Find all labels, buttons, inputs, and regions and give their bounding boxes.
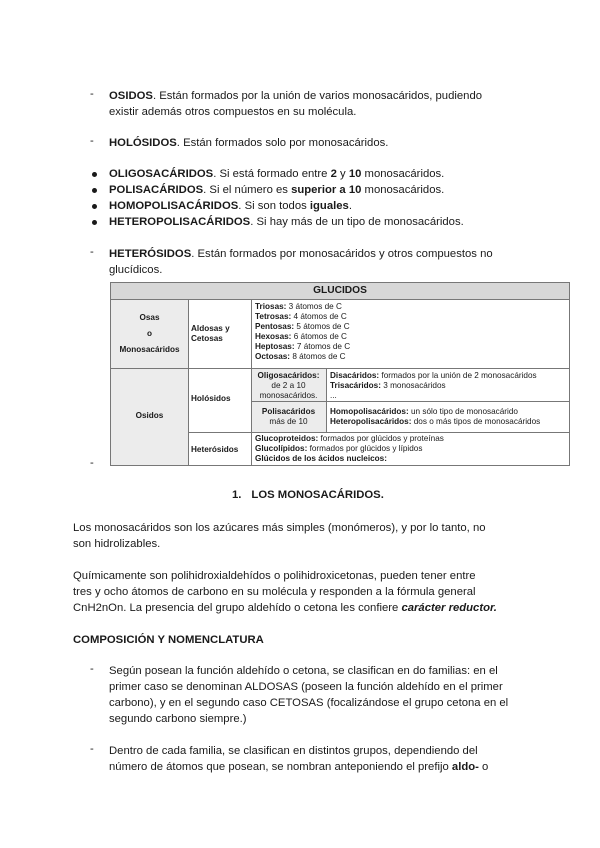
grid-line (188, 300, 189, 465)
bold-number: 2 (330, 168, 337, 180)
dash-marker: - (90, 246, 94, 258)
paragraph-line (73, 600, 497, 617)
mono-name: Heptosas: (255, 342, 295, 351)
text: monosacáridos. (361, 184, 445, 196)
homopolisacaridos-line (109, 198, 352, 215)
mono-desc: 5 átomos de C (294, 322, 350, 331)
paragraph-line: son hidrolizables. (73, 538, 161, 550)
term: Glucolípidos: (255, 444, 308, 453)
oligosacaridos-cell (251, 371, 326, 401)
glucolipidos-row (255, 444, 567, 454)
monosacaridos-list (255, 302, 565, 362)
mono-row (255, 322, 565, 332)
dash-marker: - (90, 135, 94, 147)
list-line: segundo carbono siempre.) (109, 713, 247, 725)
text: o (478, 761, 489, 773)
heterosidos-label: Heterósidos (191, 445, 239, 454)
ellipsis: ... (330, 391, 337, 400)
text: . Si hay más de un tipo de monosacáridos. (250, 216, 464, 228)
polisacaridos-types-cell (330, 407, 568, 427)
homopol-row (330, 407, 568, 417)
text: . Si son todos (238, 200, 310, 212)
grid-line (111, 368, 569, 369)
osas-label (111, 313, 188, 355)
homopolisacaridos-term: HOMOPOLISACÁRIDOS (109, 200, 239, 212)
list-line: primer caso se denominan ALDOSAS (poseen la función aldehído en el primer (109, 681, 503, 693)
desc: 3 monosacáridos (380, 381, 446, 390)
bullet-dot (92, 188, 97, 193)
holosidos-line (109, 135, 388, 152)
heteropol-row (330, 417, 568, 427)
desc: formados por glúcidos y lípidos (307, 444, 423, 453)
mono-name: Tetrosas: (255, 312, 292, 321)
dash-marker: - (90, 743, 94, 755)
heterosidos-types-cell (255, 434, 567, 464)
mono-row (255, 302, 565, 312)
heteropolisacaridos-term: HETEROPOLISACÁRIDOS (109, 216, 251, 228)
mono-desc: 7 átomos de C (294, 342, 351, 351)
osidos-term: OSIDOS (109, 90, 153, 102)
desc: un sólo tipo de monosacárido (408, 407, 518, 416)
mono-name: Octosas: (255, 352, 291, 361)
mono-row (255, 312, 565, 322)
bold-text: iguales (309, 200, 349, 212)
dash-marker: - (90, 663, 94, 675)
section-heading (232, 487, 384, 504)
desc: formados por la unión de 2 monosacáridos (379, 371, 537, 380)
heterosidos-term: HETERÓSIDOS (109, 248, 192, 260)
bullet-dot (92, 220, 97, 225)
text: . Si está formado entre (213, 168, 331, 180)
grid-line (188, 432, 569, 433)
osidos-text: . Están formados por la unión de varios monosacáridos, pudiendo (152, 90, 483, 102)
bullet-dot (92, 172, 97, 177)
list-line: Según posean la función aldehído o cetona, se clasifican en do familias: en el (109, 665, 498, 677)
disacaridos-cell (330, 371, 568, 401)
aldosas-line: Cetosas (191, 334, 223, 343)
list-line: Dentro de cada familia, se clasifican en distintos grupos, dependiendo del (109, 745, 478, 757)
polisacaridos-term: POLISACÁRIDOS (109, 184, 204, 196)
osas-line: Osas (139, 313, 160, 322)
polisac-line: Polisacáridos (261, 407, 316, 416)
aldosas-label (191, 324, 251, 344)
polisacaridos-cell (251, 407, 326, 427)
aldosas-line: Aldosas y (191, 324, 230, 333)
bullet-dot (92, 204, 97, 209)
paragraph-line: Los monosacáridos son los azúcares más simples (monómeros), y por lo tanto, no (73, 522, 486, 534)
mono-row (255, 342, 565, 352)
mono-name: Hexosas: (255, 332, 292, 341)
desc: dos o más tipos de monosacáridos (411, 417, 541, 426)
heterosidos-line-2: glucídicos. (109, 264, 163, 276)
emphasis-text: carácter reductor. (401, 602, 497, 614)
desc: formados por glúcidos y proteínas (318, 434, 444, 443)
section-number: 1. (232, 489, 242, 501)
osas-line: o (146, 329, 152, 338)
osidos-line-2: existir además otros compuestos en su molécula. (109, 106, 357, 118)
mono-row (255, 332, 565, 342)
holosidos-label: Holósidos (191, 394, 231, 403)
paragraph-line: tres y ocho átomos de carbono en su molécula y responden a la fórmula general (73, 586, 476, 598)
grid-line (251, 401, 569, 402)
mono-desc: 3 átomos de C (286, 302, 342, 311)
text: CnH2nOn. La presencia del grupo aldehído o cetona les confiere (73, 602, 402, 614)
glucoproteidos-row (255, 434, 567, 444)
dash-marker: - (90, 457, 94, 469)
oligo-line: Oligosacáridos: (257, 371, 320, 380)
composition-heading: COMPOSICIÓN Y NOMENCLATURA (73, 634, 264, 646)
disacaridos-row (330, 371, 568, 381)
section-title: LOS MONOSACÁRIDOS. (251, 489, 384, 501)
term: Heteropolisacáridos: (330, 417, 412, 426)
list-line: carbono), y en el segundo caso CETOSAS (focalizándose el grupo cetona en el (109, 697, 509, 709)
oligo-line: de 2 a 10 (271, 381, 306, 390)
oligosacaridos-line (109, 166, 444, 183)
text: . Si el número es (203, 184, 292, 196)
text: . (348, 200, 352, 212)
mono-name: Pentosas: (255, 322, 295, 331)
mono-name: Triosas: (255, 302, 287, 311)
bold-text: superior a 10 (291, 184, 362, 196)
holosidos-term: HOLÓSIDOS (109, 137, 177, 149)
text: . Están formados por monosacáridos y otros compuestos no (191, 248, 493, 260)
heteropolisacaridos-line (109, 214, 464, 231)
glucidos-table (110, 282, 570, 466)
polisacaridos-line (109, 182, 444, 199)
osidos-label: Osidos (135, 411, 164, 420)
term: Glucoproteidos: (255, 434, 319, 443)
text: y (336, 168, 349, 180)
table-title: GLUCIDOS (111, 283, 569, 300)
mono-desc: 8 átomos de C (290, 352, 346, 361)
holosidos-text: . Están formados solo por monosacáridos. (176, 137, 389, 149)
text: monosacáridos. (361, 168, 445, 180)
mono-desc: 6 átomos de C (291, 332, 347, 341)
list-line (109, 759, 488, 776)
bold-text: aldo- (451, 761, 479, 773)
text: número de átomos que posean, se nombran anteponiendo el prefijo (109, 761, 452, 773)
osas-line: Monosacáridos (119, 345, 180, 354)
oligosacaridos-term: OLIGOSACÁRIDOS (109, 168, 214, 180)
term: Disacáridos: (330, 371, 380, 380)
bold-number: 10 (348, 168, 362, 180)
paragraph-line: Químicamente son polihidroxialdehídos o polihidroxicetonas, pueden tener entre (73, 570, 476, 582)
oligo-line: monosacáridos. (259, 391, 318, 400)
term: Trisacáridos: (330, 381, 381, 390)
mono-desc: 4 átomos de C (291, 312, 347, 321)
glucidos-acidos-row (255, 454, 567, 464)
mono-row (255, 352, 565, 362)
polisac-line: más de 10 (269, 417, 308, 426)
term: Homopolisacáridos: (330, 407, 409, 416)
trisacaridos-row (330, 381, 568, 391)
osidos-line-1 (109, 88, 482, 105)
dash-marker: - (90, 88, 94, 100)
heterosidos-line-1 (109, 246, 493, 263)
term: Glúcidos de los ácidos nucleicos: (255, 454, 387, 463)
